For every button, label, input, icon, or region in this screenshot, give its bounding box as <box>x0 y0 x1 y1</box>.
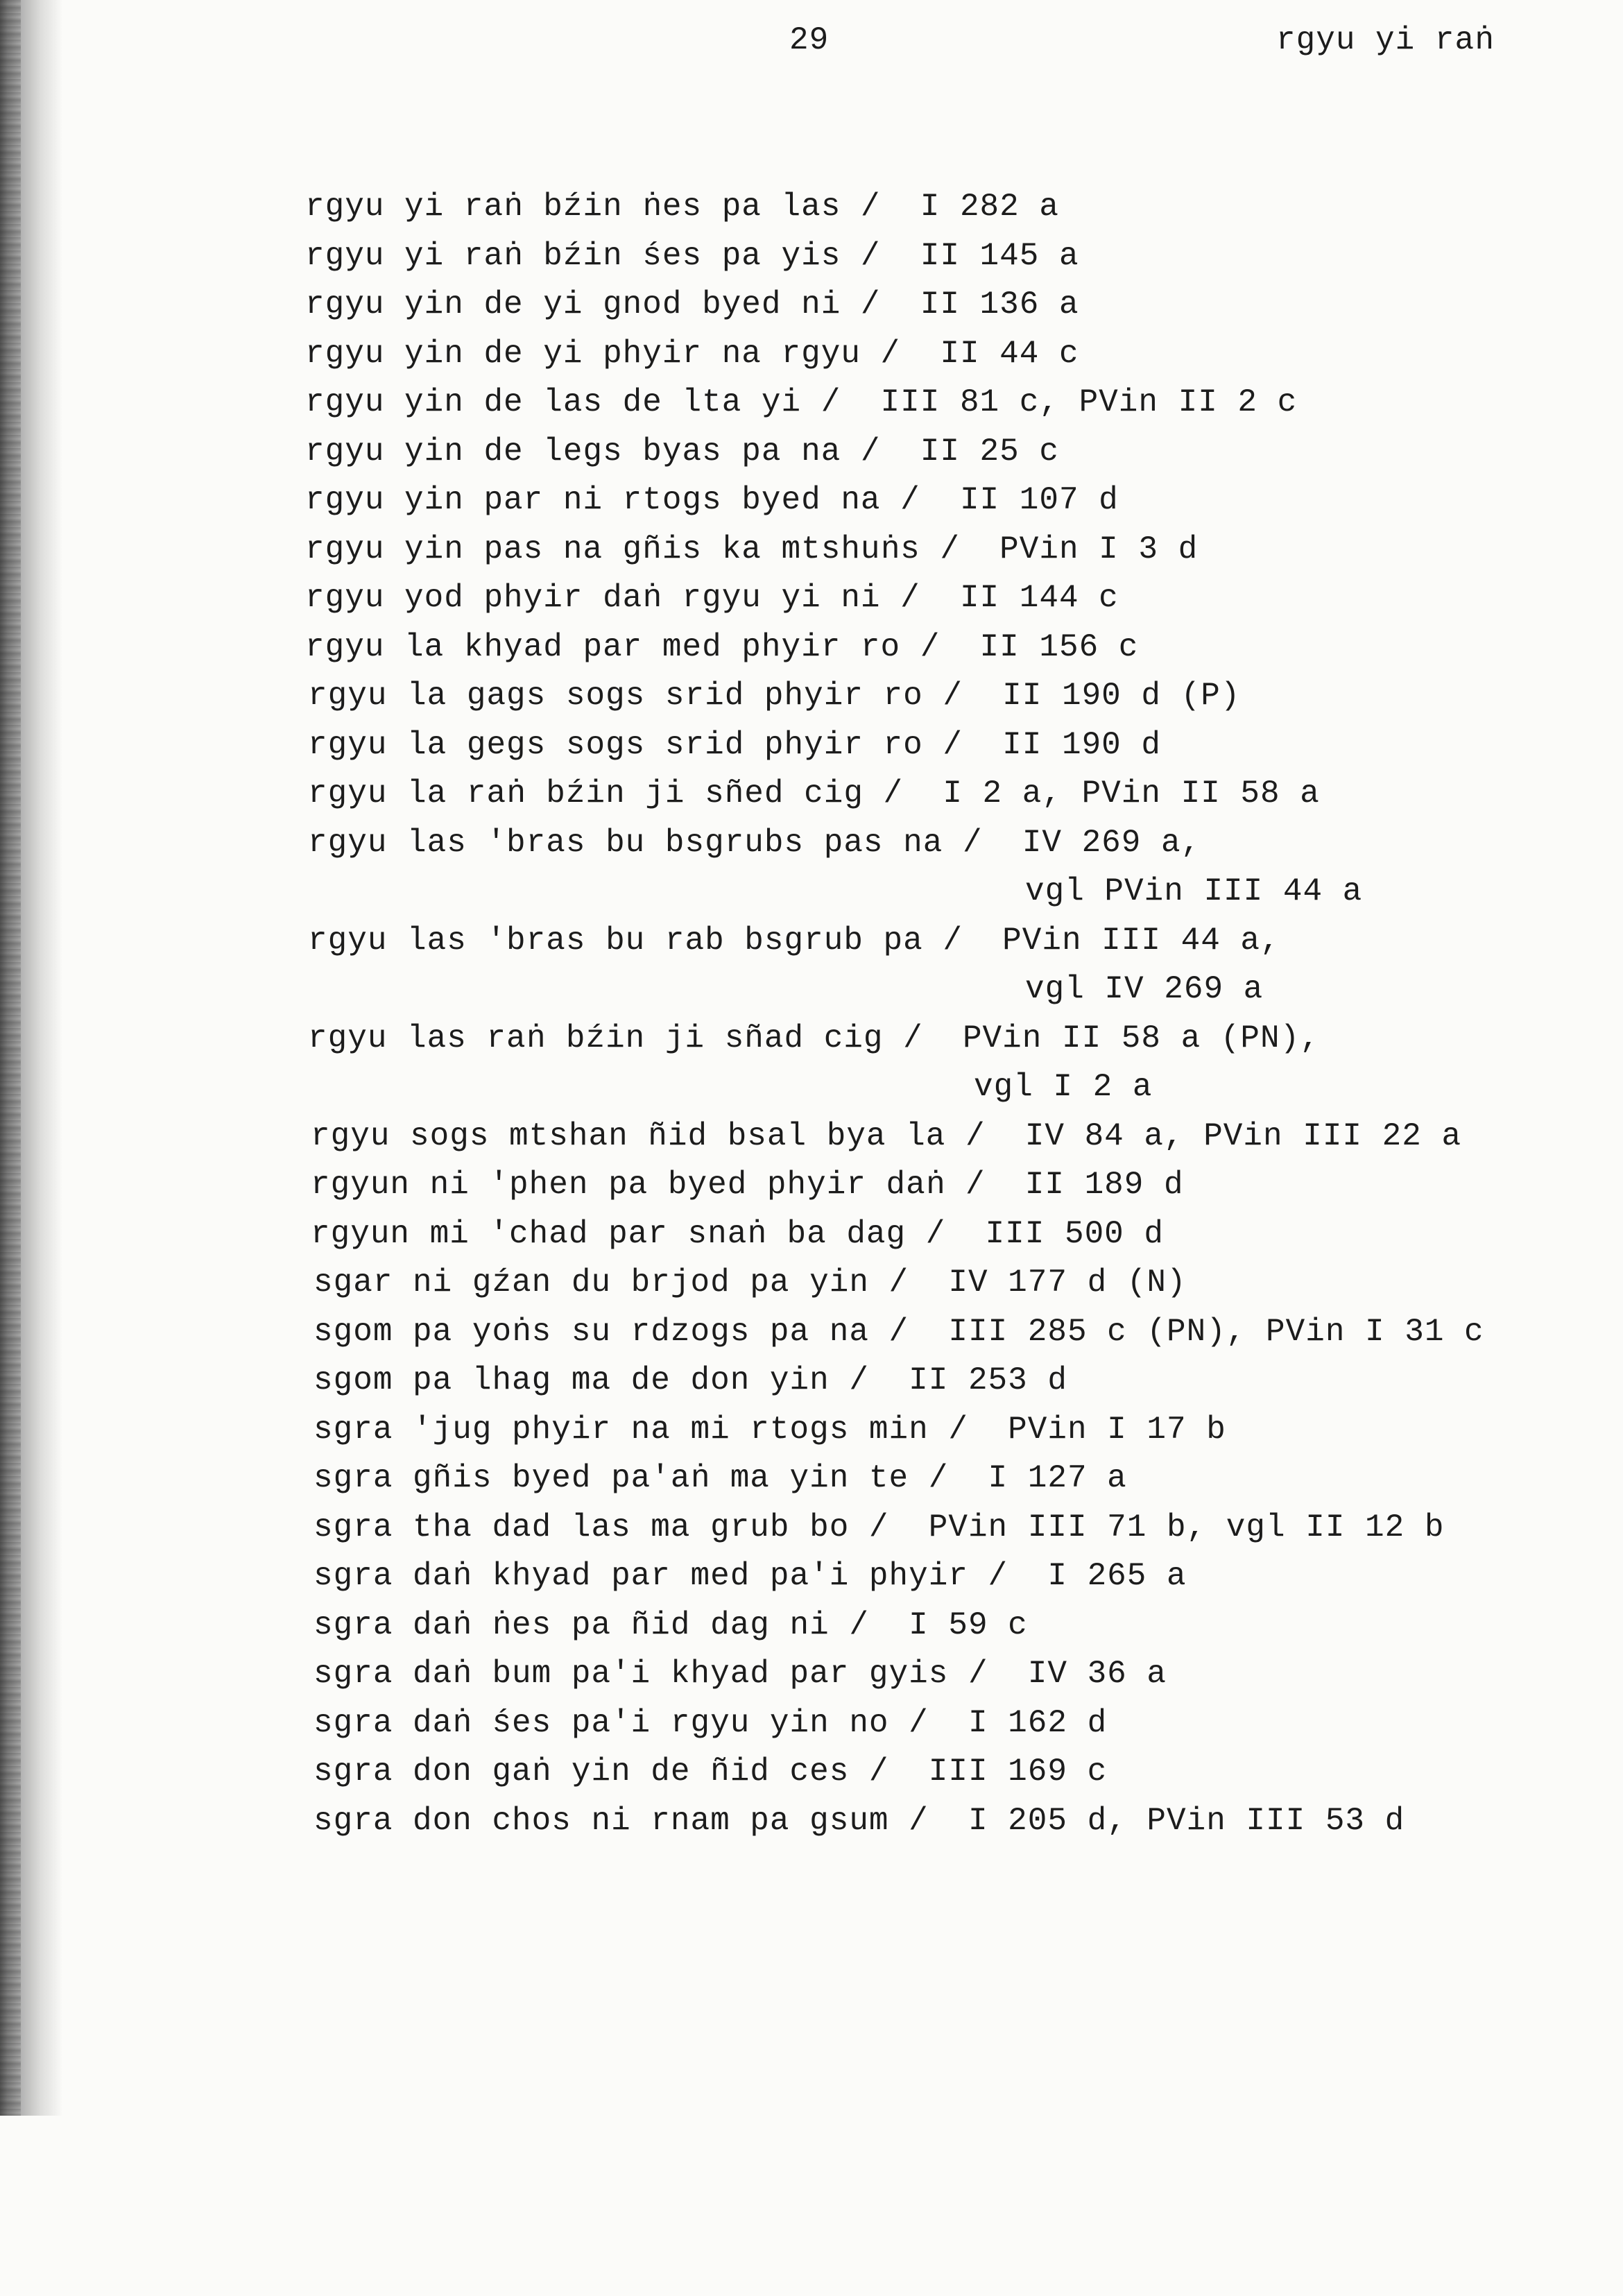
index-entry: sgom pa lhag ma de don yin / II 253 d <box>314 1362 1067 1398</box>
index-entry: rgyu yi raṅ bźin ṅes pa las / I 282 a <box>305 189 1059 225</box>
index-entry: rgyu la khyad par med phyir ro / II 156 c <box>305 629 1139 665</box>
index-entry: sgra 'jug phyir na mi rtogs min / PVin I 17 b <box>314 1412 1226 1448</box>
index-entry: sgra don gaṅ yin de ñid ces / III 169 c <box>314 1754 1108 1790</box>
index-entry: rgyu sogs mtshan ñid bsal bya la / IV 84 a, PVin III 22 a <box>311 1118 1462 1154</box>
index-entry: sgra gñis byed pa'aṅ ma yin te / I 127 a <box>314 1460 1127 1496</box>
index-entry: sgar ni gźan du brjod pa yin / IV 177 d (N) <box>314 1265 1187 1301</box>
index-entry: rgyun mi 'chad par snaṅ ba dag / III 500 d <box>311 1216 1164 1252</box>
index-entry: sgra daṅ khyad par med pa'i phyir / I 265 a <box>314 1558 1187 1594</box>
index-entry: sgom pa yoṅs su rdzogs pa na / III 285 c (PN), PVin I 31 c <box>314 1314 1484 1350</box>
index-entry: rgyu yin de yi phyir na rgyu / II 44 c <box>305 336 1079 372</box>
index-entry-continuation: vgl PVin III 44 a <box>1025 873 1363 909</box>
index-entry: rgyun ni 'phen pa byed phyir daṅ / II 189 d <box>311 1167 1184 1203</box>
index-entry: rgyu yin pas na gñis ka mtshuṅs / PVin I 3 d <box>305 531 1199 567</box>
index-entry: sgra daṅ śes pa'i rgyu yin no / I 162 d <box>314 1705 1108 1741</box>
index-entry: rgyu las 'bras bu bsgrubs pas na / IV 269 a, <box>308 825 1201 861</box>
index-entry: rgyu las 'bras bu rab bsgrub pa / PVin III 44 a, <box>308 923 1280 959</box>
index-entry: rgyu yin par ni rtogs byed na / II 107 d <box>305 482 1119 518</box>
index-entry-continuation: vgl IV 269 a <box>1025 971 1264 1007</box>
index-entry: rgyu yin de legs byas pa na / II 25 c <box>305 434 1059 470</box>
index-entry: sgra daṅ bum pa'i khyad par gyis / IV 36 a <box>314 1656 1167 1692</box>
index-entry: rgyu la raṅ bźin ji sñed cig / I 2 a, PVin II 58 a <box>308 776 1320 812</box>
index-entry: rgyu yod phyir daṅ rgyu yi ni / II 144 c <box>305 580 1119 616</box>
index-entry-continuation: vgl I 2 a <box>974 1069 1153 1105</box>
index-entry: rgyu yin de las de lta yi / III 81 c, PVin II 2 c <box>305 384 1298 420</box>
index-entry: rgyu yin de yi gnod byed ni / II 136 a <box>305 286 1079 323</box>
index-entry: sgra daṅ ṅes pa ñid dag ni / I 59 c <box>314 1607 1028 1643</box>
running-head: rgyu yi raṅ <box>1276 22 1495 58</box>
index-entry: rgyu la gegs sogs srid phyir ro / II 190 d <box>308 727 1161 763</box>
index-entry: sgra tha dad las ma grub bo / PVin III 71 b, vgl II 12 b <box>314 1509 1445 1545</box>
page-number: 29 <box>789 22 830 58</box>
index-entry: rgyu la gags sogs srid phyir ro / II 190 d (P) <box>308 678 1241 714</box>
index-entry: rgyu yi raṅ bźin śes pa yis / II 145 a <box>305 238 1079 274</box>
index-entry: rgyu las raṅ bźin ji sñad cig / PVin II 58 a (PN), <box>308 1020 1320 1056</box>
index-entry: sgra don chos ni rnam pa gsum / I 205 d, PVin III 53 d <box>314 1803 1405 1839</box>
